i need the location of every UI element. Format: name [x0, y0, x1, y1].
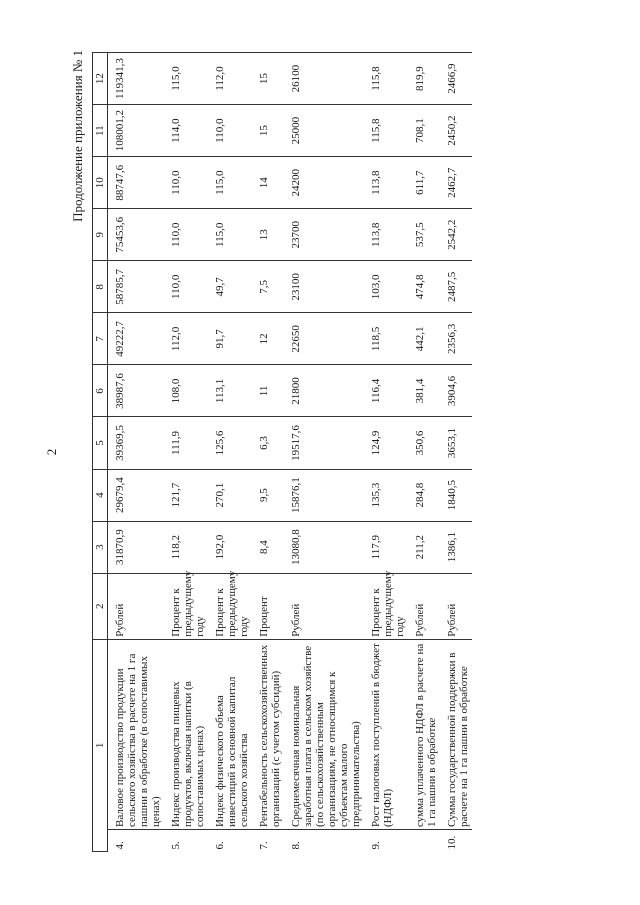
value-cell: 7,5 — [252, 261, 284, 313]
indicator-name: Среднемесячная номинальная заработная плата в сельском хозяйстве (по сельскохозяйственным организациям, не относящимся к субъектам малого предпринимательства) — [284, 639, 364, 829]
value-cell: 270,1 — [208, 469, 252, 521]
value-cell: 21800 — [284, 365, 364, 417]
value-cell: 15 — [252, 53, 284, 105]
value-cell: 115,8 — [364, 53, 408, 105]
indicator-name: Рост налоговых поступлений в бюджет (НДФЛ) — [364, 639, 408, 829]
value-cell: 2462,7 — [440, 157, 472, 209]
value-cell: 119341,3 — [108, 53, 165, 105]
value-cell: 474,8 — [408, 261, 440, 313]
indicator-name: Сумма государственной поддержки в расчете на 1 га пашни в обработке — [440, 639, 472, 829]
value-cell: 15876,1 — [284, 469, 364, 521]
value-cell: 118,2 — [164, 521, 208, 573]
value-cell: 49222,7 — [108, 313, 165, 365]
row-number: 5. — [170, 841, 182, 850]
column-header: 3 — [93, 521, 108, 573]
column-header: 5 — [93, 417, 108, 469]
column-header: 4 — [93, 469, 108, 521]
table-row — [208, 53, 252, 852]
value-cell: 113,1 — [208, 365, 252, 417]
value-cell: 12 — [252, 313, 284, 365]
unit-cell: Рублей — [408, 573, 440, 639]
value-cell: 39369,5 — [108, 417, 165, 469]
value-cell: 31870,9 — [108, 521, 165, 573]
value-cell: 115,8 — [364, 105, 408, 157]
table-body — [108, 53, 473, 852]
table-row — [364, 53, 408, 852]
value-cell: 19517,6 — [284, 417, 364, 469]
value-cell: 110,0 — [164, 209, 208, 261]
column-header: 12 — [93, 53, 108, 105]
value-cell: 9,5 — [252, 469, 284, 521]
column-header: 2 — [93, 573, 108, 639]
value-cell: 115,0 — [208, 209, 252, 261]
value-cell: 211,2 — [408, 521, 440, 573]
table-row — [408, 53, 440, 852]
row-number — [408, 829, 440, 851]
indicator-name: Индекс физического объема инвестиций в основной капитал сельского хозяйства — [208, 639, 252, 829]
value-cell: 125,6 — [208, 417, 252, 469]
value-cell: 25000 — [284, 105, 364, 157]
value-cell: 110,0 — [164, 261, 208, 313]
value-cell: 13080,8 — [284, 521, 364, 573]
value-cell: 708,1 — [408, 105, 440, 157]
indicators-table — [92, 52, 472, 852]
value-cell: 91,7 — [208, 313, 252, 365]
value-cell: 116,4 — [364, 365, 408, 417]
value-cell: 110,0 — [164, 157, 208, 209]
value-cell: 110,0 — [208, 105, 252, 157]
value-cell: 2356,3 — [440, 313, 472, 365]
value-cell: 11 — [252, 365, 284, 417]
unit-cell: Рублей — [284, 573, 364, 639]
value-cell: 1840,5 — [440, 469, 472, 521]
value-cell: 381,4 — [408, 365, 440, 417]
value-cell: 23700 — [284, 209, 364, 261]
value-cell: 8,4 — [252, 521, 284, 573]
row-number: 8. — [290, 841, 302, 850]
row-number: 6. — [214, 841, 226, 850]
value-cell: 22650 — [284, 313, 364, 365]
value-cell: 108001,2 — [108, 105, 165, 157]
value-cell: 124,9 — [364, 417, 408, 469]
column-header: 9 — [93, 209, 108, 261]
value-cell: 192,0 — [208, 521, 252, 573]
indicator-name: Валовое производство продукции сельского хозяйства в расчете на 1 га пашни в обработке (в сопоставимых ценах) — [108, 639, 165, 829]
page-number: 2 — [44, 448, 59, 456]
value-cell: 108,0 — [164, 365, 208, 417]
table-row — [440, 53, 472, 852]
value-cell: 442,1 — [408, 313, 440, 365]
value-cell: 113,8 — [364, 209, 408, 261]
value-cell: 819,9 — [408, 53, 440, 105]
value-cell: 115,0 — [164, 53, 208, 105]
value-cell: 113,8 — [364, 157, 408, 209]
rotated-content — [40, 42, 600, 862]
value-cell: 537,5 — [408, 209, 440, 261]
value-cell: 350,6 — [408, 417, 440, 469]
value-cell: 29679,4 — [108, 469, 165, 521]
row-number: 7. — [258, 841, 270, 850]
value-cell: 58785,7 — [108, 261, 165, 313]
value-cell: 115,0 — [208, 157, 252, 209]
unit-cell: Процент к предыдущему году — [164, 573, 208, 639]
column-header: 7 — [93, 313, 108, 365]
value-cell: 15 — [252, 105, 284, 157]
column-header: 8 — [93, 261, 108, 313]
column-header: 1 — [93, 639, 108, 851]
table-row — [108, 53, 165, 852]
value-cell: 3904,6 — [440, 365, 472, 417]
value-cell: 13 — [252, 209, 284, 261]
continuation-note: Продолжение приложения № 1 — [70, 50, 85, 222]
unit-cell: Процент — [252, 573, 284, 639]
value-cell: 6,3 — [252, 417, 284, 469]
value-cell: 75453,6 — [108, 209, 165, 261]
value-cell: 2466,9 — [440, 53, 472, 105]
value-cell: 26100 — [284, 53, 364, 105]
value-cell: 1386,1 — [440, 521, 472, 573]
unit-cell: Процент к предыдущему году — [364, 573, 408, 639]
unit-cell: Рублей — [108, 573, 165, 639]
value-cell: 135,3 — [364, 469, 408, 521]
value-cell: 2542,2 — [440, 209, 472, 261]
value-cell: 49,7 — [208, 261, 252, 313]
value-cell: 111,9 — [164, 417, 208, 469]
value-cell: 24200 — [284, 157, 364, 209]
table-row — [252, 53, 284, 852]
column-header: 6 — [93, 365, 108, 417]
value-cell: 112,0 — [164, 313, 208, 365]
table-row — [164, 53, 208, 852]
value-cell: 14 — [252, 157, 284, 209]
value-cell: 103,0 — [364, 261, 408, 313]
value-cell: 118,5 — [364, 313, 408, 365]
unit-cell: Процент к предыдущему году — [208, 573, 252, 639]
value-cell: 2450,2 — [440, 105, 472, 157]
column-header: 11 — [93, 105, 108, 157]
indicator-name: сумма уплаченного НДФЛ в расчете на 1 га пашни в обработке — [408, 639, 440, 829]
column-header: 10 — [93, 157, 108, 209]
indicator-name: Индекс производства пищевых продуктов, включая напитки (в сопоставимых ценах) — [164, 639, 208, 829]
table-row — [284, 53, 364, 852]
value-cell: 117,9 — [364, 521, 408, 573]
value-cell: 88747,6 — [108, 157, 165, 209]
value-cell: 114,0 — [164, 105, 208, 157]
value-cell: 23100 — [284, 261, 364, 313]
value-cell: 611,7 — [408, 157, 440, 209]
value-cell: 38987,6 — [108, 365, 165, 417]
header-row — [93, 53, 108, 852]
unit-cell: Рублей — [440, 573, 472, 639]
value-cell: 284,8 — [408, 469, 440, 521]
row-number: 9. — [370, 841, 382, 850]
value-cell: 2487,5 — [440, 261, 472, 313]
row-number: 10. — [446, 835, 458, 850]
value-cell: 112,0 — [208, 53, 252, 105]
row-number: 4. — [114, 841, 126, 850]
indicator-name: Рентабельность сельскохозяйственных организаций (с учетом субсидий) — [252, 639, 284, 829]
value-cell: 121,7 — [164, 469, 208, 521]
value-cell: 3653,1 — [440, 417, 472, 469]
